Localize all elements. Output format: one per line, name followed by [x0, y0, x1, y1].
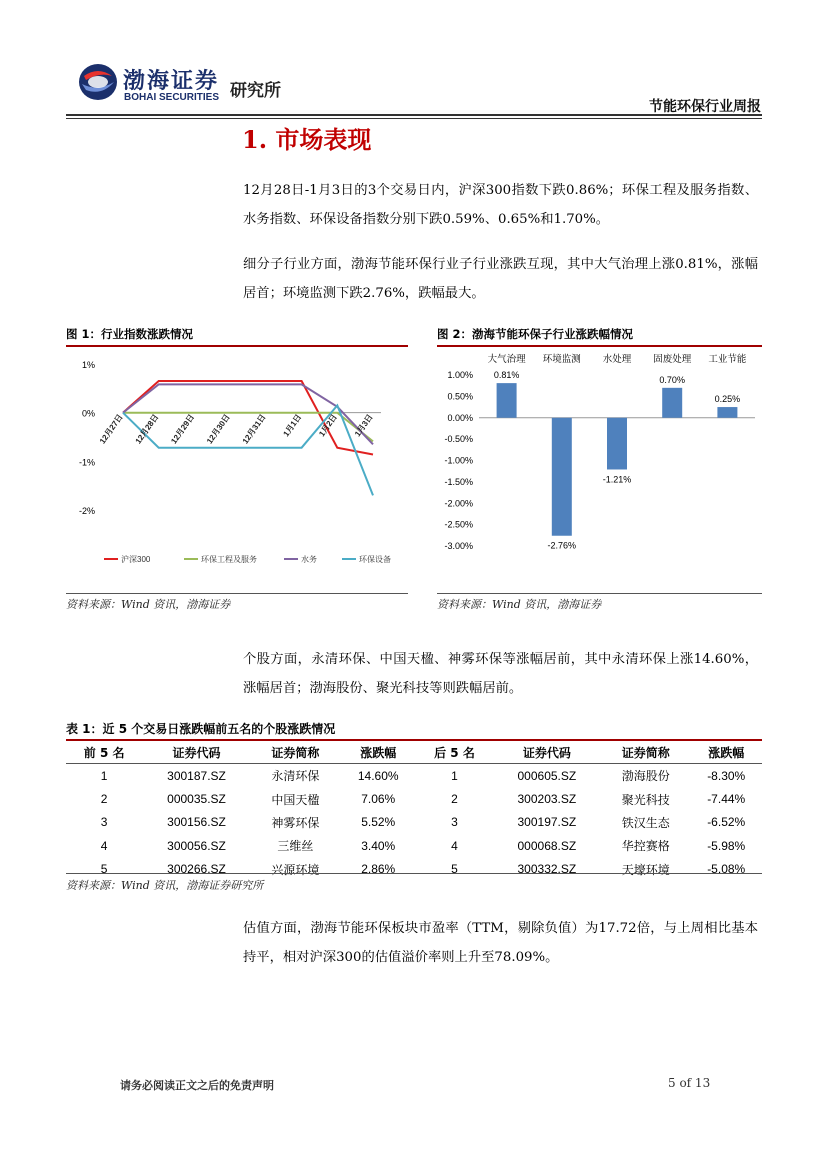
cell-code: 000035.SZ [167, 792, 226, 807]
table-bottom-rule [66, 873, 762, 874]
figure1-bottom-rule [66, 593, 408, 594]
x-tick-label: 12月29日 [169, 412, 197, 446]
brand-name-en: BOHAI SECURITIES [124, 92, 220, 103]
bar [662, 388, 682, 418]
legend-label: 沪深300 [121, 555, 151, 564]
col-header: 后 5 名 [416, 741, 492, 764]
figure2-title: 图 2：渤海节能环保子行业涨跌幅情况 [437, 327, 634, 341]
col-header: 证券代码 [142, 741, 250, 764]
col-header: 证券简称 [601, 741, 690, 764]
x-tick-label: 1月1日 [281, 412, 304, 439]
table-row [66, 834, 762, 857]
figure2-source: 资料来源：Wind 资讯，渤海证券 [437, 598, 602, 611]
cell-name: 中国天楹 [271, 792, 320, 807]
cell-name: 铁汉生态 [621, 815, 670, 830]
cell-change: -7.44% [707, 792, 746, 807]
cell-change: 7.06% [361, 792, 396, 807]
footer-disclaimer: 请务必阅读正文之后的免责声明 [120, 1079, 274, 1092]
cell-code: 300266.SZ [167, 862, 226, 877]
cell-code: 300056.SZ [167, 838, 226, 853]
cell-code: 000605.SZ [517, 768, 577, 783]
y-tick-label: 0.50% [447, 391, 473, 402]
table-source: 资料来源：Wind 资讯，渤海证券研究所 [66, 879, 264, 892]
cell-code: 300156.SZ [167, 815, 226, 830]
cell-change: 3.40% [361, 838, 396, 853]
col-header: 证券简称 [251, 741, 340, 764]
bohai-logo-icon [78, 62, 118, 102]
cell-rank: 4 [451, 838, 458, 853]
y-tick-label: -2% [78, 506, 95, 516]
cell-change: 2.86% [361, 862, 396, 877]
figure1-source: 资料来源：Wind 资讯，渤海证券 [66, 598, 231, 611]
figure2-top-rule [437, 345, 762, 347]
cell-name: 三维丝 [277, 839, 314, 854]
stock-table [66, 741, 762, 881]
line-chart [66, 348, 408, 593]
y-tick-label: -2.00% [444, 498, 473, 509]
cell-name: 永清环保 [271, 769, 320, 784]
brand-name-cn: 渤海证券 [123, 69, 220, 94]
legend-label: 水务 [301, 555, 317, 564]
y-tick-label: -1.00% [444, 455, 473, 466]
legend-label: 环保工程及服务 [201, 555, 257, 564]
figure1-top-rule [66, 345, 408, 347]
cell-name: 华控赛格 [621, 839, 670, 854]
x-tick-label: 12月28日 [133, 412, 161, 446]
cell-name: 渤海股份 [621, 769, 670, 784]
cell-name: 天壕环境 [621, 862, 670, 877]
data-label: 0.70% [659, 374, 685, 385]
page-number: 5 of 13 [668, 1076, 711, 1090]
cell-change: -5.08% [707, 862, 746, 877]
cell-code: 000068.SZ [517, 838, 577, 853]
report-type: 节能环保行业周报 [649, 99, 761, 115]
bar [552, 418, 572, 536]
y-tick-label: -3.00% [444, 541, 473, 551]
cell-rank: 3 [451, 815, 458, 830]
y-tick-label: -1% [78, 457, 95, 468]
data-label: -1.21% [602, 474, 632, 485]
header-divider [66, 114, 762, 119]
cell-change: 5.52% [361, 815, 396, 830]
table-row [66, 787, 762, 810]
cell-change: -6.52% [707, 815, 746, 830]
col-header: 前 5 名 [66, 741, 142, 764]
paragraph-subsector: 细分子行业方面，渤海节能环保行业子行业涨跌互现，其中大气治理上涨0.81%，涨幅居首；环境监测下跌2.76%，跌幅最大。 [243, 257, 758, 301]
col-header: 涨跌幅 [340, 741, 416, 764]
data-label: 0.25% [714, 394, 741, 405]
table-row [66, 764, 762, 788]
data-label: 0.81% [493, 370, 520, 381]
cell-rank: 5 [451, 862, 458, 877]
x-tick-label: 1月2日 [317, 412, 339, 439]
cell-change: 14.60% [357, 768, 399, 783]
cell-name: 聚光科技 [621, 792, 670, 807]
figure2-bottom-rule [437, 593, 762, 594]
section-title: 1. 市场表现 [242, 125, 372, 154]
cell-rank: 2 [100, 792, 108, 807]
bar [497, 383, 517, 418]
cell-name: 神雾环保 [271, 815, 320, 830]
table-title: 表 1：近 5 个交易日涨跌幅前五名的个股涨跌情况 [66, 722, 336, 736]
cell-rank: 4 [100, 838, 108, 853]
y-tick-label: -0.50% [444, 434, 473, 445]
institute-label: 研究所 [230, 81, 281, 101]
cell-change: -8.30% [707, 768, 746, 783]
y-tick-label: 0% [81, 408, 95, 419]
x-tick-label: 1月3日 [352, 412, 375, 439]
y-tick-label: -2.50% [444, 519, 473, 530]
category-label: 水处理 [602, 354, 632, 365]
bar [717, 407, 737, 418]
x-tick-label: 12月31日 [240, 412, 268, 446]
paragraph-stocks: 个股方面，永清环保、中国天楹、神雾环保等涨幅居前，其中永清环保上涨14.60%，涨幅居首；渤海股份、聚光科技等则跌幅居前。 [243, 652, 758, 696]
x-tick-label: 12月30日 [205, 412, 232, 446]
cell-change: -5.98% [707, 838, 746, 853]
paragraph-market-summary: 12月28日-1月3日的3个交易日内，沪深300指数下跌0.86%；环保工程及服务指数、水务指数、环保设备指数分别下跌0.59%、0.65%和1.70%。 [243, 183, 758, 227]
figure1-title: 图 1：行业指数涨跌情况 [66, 327, 194, 341]
data-label: -2.76% [547, 540, 577, 551]
y-tick-label: 1% [81, 360, 95, 370]
col-header: 证券代码 [493, 741, 601, 764]
category-label: 工业节能 [708, 354, 747, 365]
category-label: 大气治理 [487, 354, 526, 365]
legend-label: 环保设备 [359, 555, 391, 564]
cell-name: 兴源环境 [271, 862, 320, 877]
col-header: 涨跌幅 [690, 741, 762, 764]
paragraph-valuation: 估值方面，渤海节能环保板块市盈率（TTM，剔除负值）为17.72倍，与上周相比基本持平，相对沪深300的估值溢价率则上升至78.09%。 [243, 921, 758, 965]
table-header-row [66, 741, 762, 764]
category-label: 环境监测 [542, 354, 581, 365]
y-tick-label: 0.00% [447, 412, 473, 423]
cell-rank: 3 [100, 815, 108, 830]
cell-rank: 2 [451, 792, 458, 807]
cell-code: 300203.SZ [517, 792, 577, 807]
cell-rank: 1 [451, 768, 458, 783]
table-row [66, 811, 762, 834]
bar [607, 418, 627, 470]
bar-chart [437, 348, 762, 593]
cell-code: 300197.SZ [517, 815, 577, 830]
cell-rank: 5 [100, 862, 108, 877]
x-tick-label: 12月27日 [97, 412, 125, 446]
cell-code: 300187.SZ [167, 768, 226, 783]
cell-code: 300332.SZ [517, 862, 577, 877]
cell-rank: 1 [100, 768, 108, 783]
y-tick-label: 1.00% [447, 370, 473, 380]
category-label: 固废处理 [653, 354, 692, 365]
y-tick-label: -1.50% [444, 476, 473, 487]
